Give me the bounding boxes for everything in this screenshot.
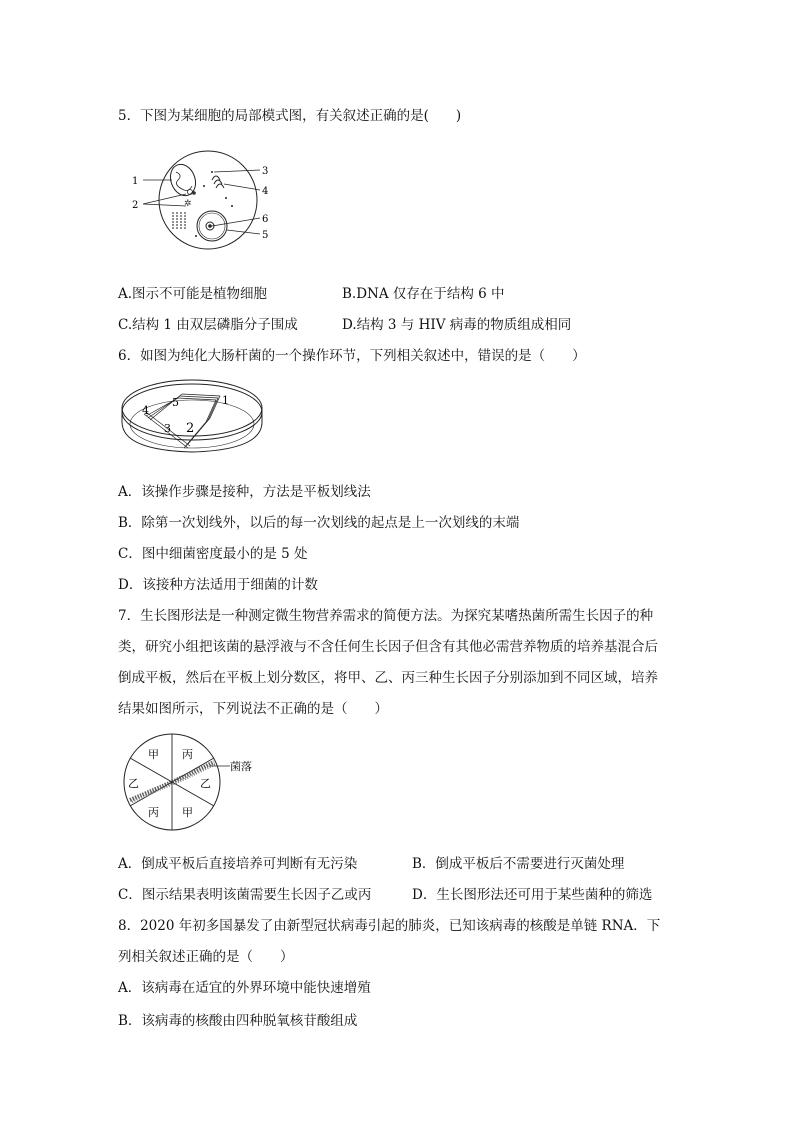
- q6-option-b: B．除第一次划线外，以后的每一次划线的起点是上一次划线的末端: [118, 515, 520, 531]
- plate-label-bottom-left: 丙: [148, 806, 159, 819]
- q5-option-d: D.结构 3 与 HIV 病毒的物质组成相同: [342, 317, 572, 333]
- q6-option-c: C．图中细菌密度最小的是 5 处: [118, 546, 308, 562]
- q8-stem-line-1: 8．2020 年初多国暴发了由新型冠状病毒引起的肺炎，已知该病毒的核酸是单链 RNA．下: [118, 918, 661, 934]
- cell-label-5: 5: [262, 230, 269, 241]
- q8-option-a: A．该病毒在适宜的外界环境中能快速增殖: [118, 980, 371, 996]
- q7-stem-line-1: 7．生长图形法是一种测定微生物营养需求的简便方法。为探究某嗜热菌所需生长因子的种: [118, 608, 654, 624]
- cell-label-6: 6: [262, 214, 269, 225]
- plate-label-bottom-right: 甲: [182, 806, 193, 819]
- dish-label-1: 1: [222, 394, 229, 407]
- dish-label-5: 5: [172, 396, 179, 409]
- cell-label-3: 3: [262, 166, 269, 177]
- growth-plate-diagram: [118, 732, 258, 832]
- q7-option-b: B．倒成平板后不需要进行灭菌处理: [412, 856, 625, 872]
- q7-stem-line-2: 类，研究小组把该菌的悬浮液与不含任何生长因子但含有其他必需营养物质的培养基混合后: [118, 639, 658, 655]
- q6-option-d: D．该接种方法适用于细菌的计数: [118, 577, 318, 593]
- q8-option-b: B．该病毒的核酸由四种脱氧核苷酸组成: [118, 1013, 358, 1029]
- q6-option-a: A．该操作步骤是接种，方法是平板划线法: [118, 484, 371, 500]
- dish-label-3: 3: [164, 422, 171, 435]
- petri-dish-streak-diagram: [118, 374, 266, 468]
- dish-label-2: 2: [186, 421, 195, 436]
- q7-option-d: D．生长图形法还可用于某些菌种的筛选: [412, 887, 653, 903]
- plate-label-colony: 菌落: [230, 760, 252, 773]
- dish-label-4: 4: [142, 404, 149, 417]
- svg-text:✲: ✲: [184, 199, 192, 209]
- q8-stem-line-2: 列相关叙述正确的是（ ）: [118, 949, 294, 965]
- q6-stem: 6．如图为纯化大肠杆菌的一个操作环节，下列相关叙述中，错误的是（ ）: [118, 348, 586, 364]
- q5-stem: 5．下图为某细胞的局部模式图，有关叙述正确的是( ): [118, 108, 462, 124]
- q7-stem-line-4: 结果如图所示，下列说法不正确的是（ ）: [118, 701, 388, 717]
- q5-option-b: B.DNA 仅存在于结构 6 中: [342, 286, 505, 302]
- plate-label-top-right: 丙: [182, 748, 193, 761]
- cell-label-2: 2: [132, 200, 139, 211]
- plate-label-left: 乙: [128, 777, 139, 790]
- plate-label-top-left: 甲: [148, 748, 159, 761]
- q7-option-a: A．倒成平板后直接培养可判断有无污染: [118, 856, 358, 872]
- plate-label-right: 乙: [200, 777, 211, 790]
- q7-stem-line-3: 倒成平板，然后在平板上划分数区，将甲、乙、丙三种生长因子分别添加到不同区域，培养: [118, 670, 658, 686]
- cell-diagram: [128, 150, 278, 252]
- cell-label-4: 4: [262, 186, 269, 197]
- cell-label-1: 1: [132, 176, 139, 187]
- q5-option-c: C.结构 1 由双层磷脂分子围成: [118, 317, 298, 333]
- q7-option-c: C．图示结果表明该菌需要生长因子乙或丙: [118, 887, 372, 903]
- q5-option-a: A.图示不可能是植物细胞: [118, 286, 268, 302]
